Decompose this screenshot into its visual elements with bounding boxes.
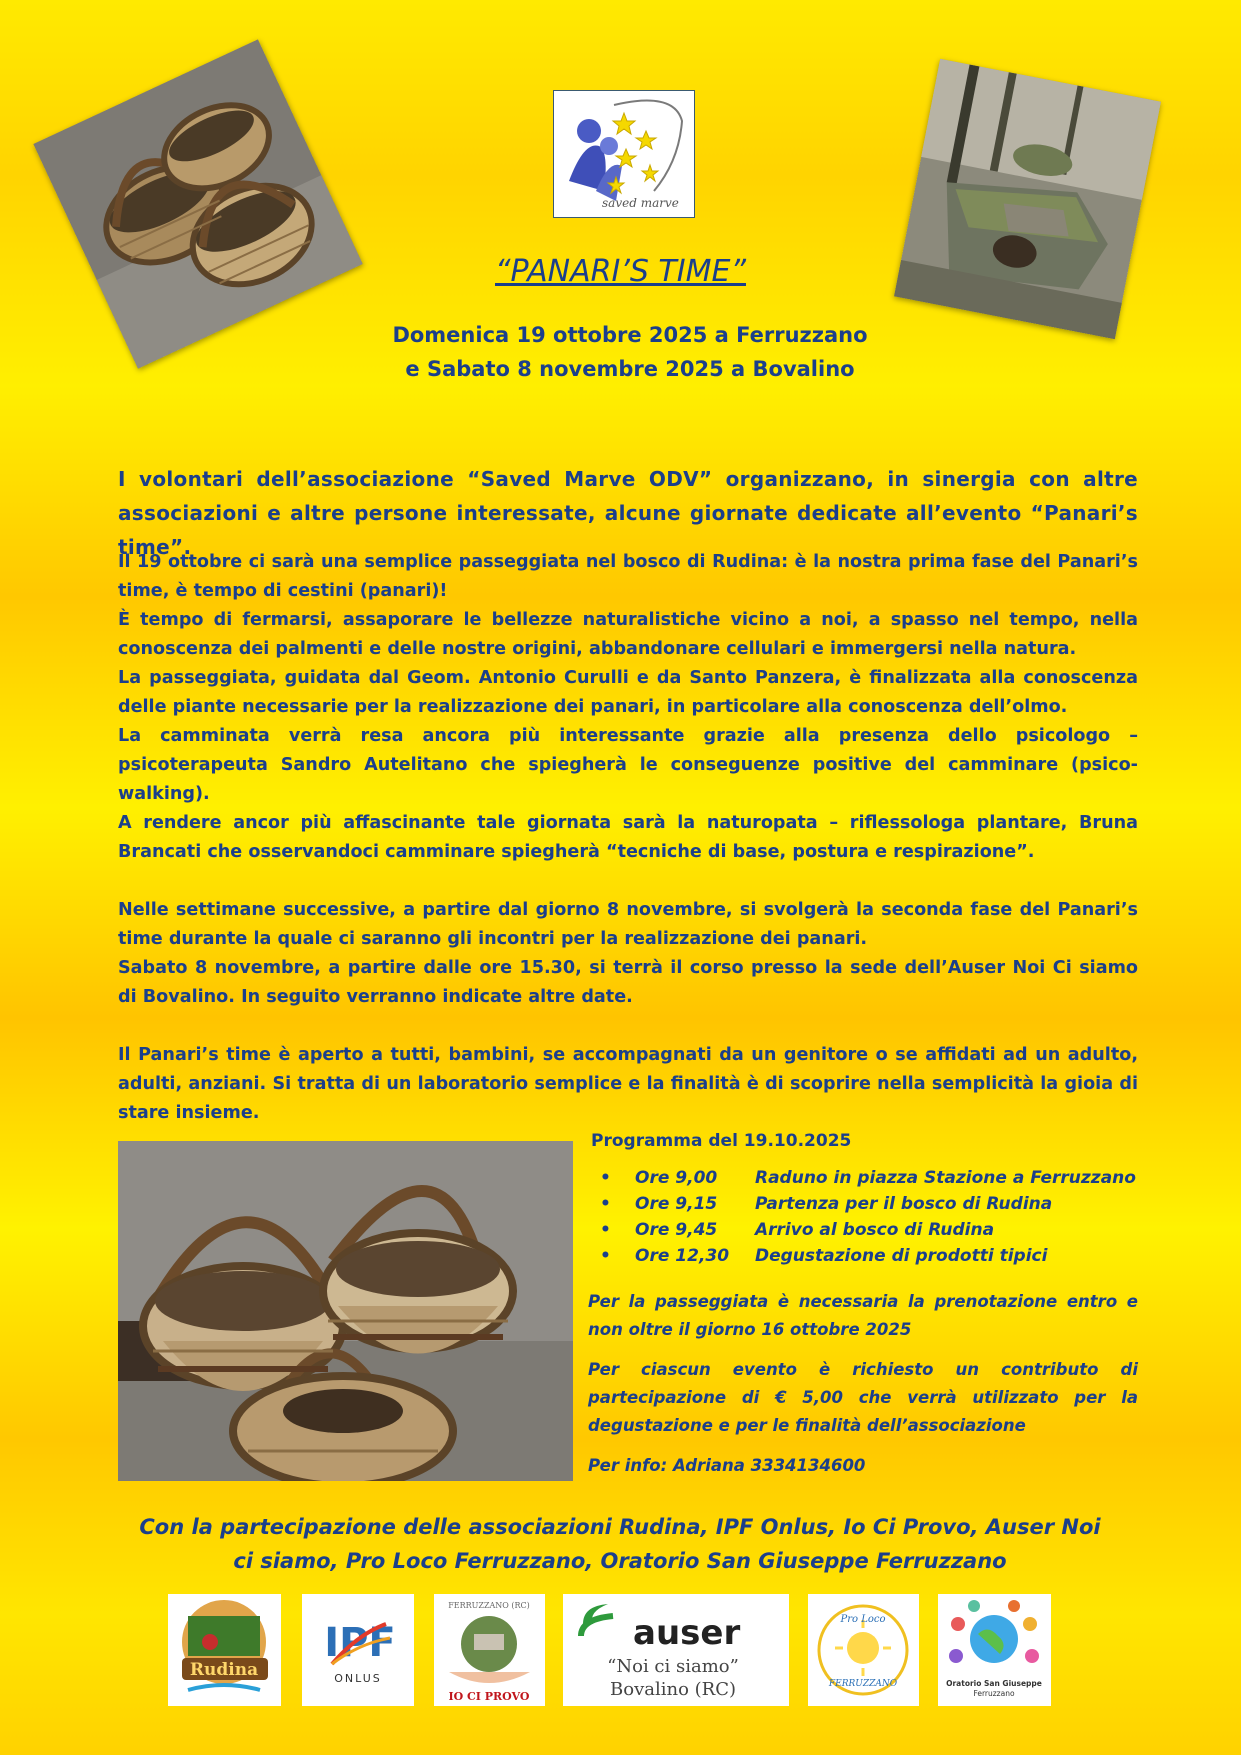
program-item: • Ore 12,30 Degustazione di prodotti tipici [600,1246,1136,1272]
rudina-logo-text: Rudina [189,1660,259,1680]
baskets-photo-bottom-left [118,1141,573,1481]
intro-paragraph: I volontari dell’associazione “Saved Marve ODV” organizzano, in sinergia con altre associazioni e altre persone interessate, alcune giornate dedicate all’evento “Panari’s time”. [118,467,1138,559]
program-item: • Ore 9,45 Arrivo al bosco di Rudina [600,1220,1136,1246]
event-title: “PANARI’S TIME” [495,254,746,289]
event-dates [380,318,880,386]
auser-noi-ci-siamo-text: “Noi ci siamo” [607,1656,739,1677]
pro-loco-ferruzzano-logo [808,1594,919,1706]
paragraph-time-to-stop: È tempo di fermarsi, assaporare le bellezze naturalistiche vicino a noi, a spasso nel tempo, nella conoscenza dei palmenti e delle nostre origini, abbandonare cellulari e immergersi nella natura. [118,610,1138,659]
oratorio-name-text: Oratorio San Giuseppe [946,1679,1042,1688]
auser-logo [563,1594,789,1706]
io-ci-provo-logo [434,1594,545,1706]
program-list [600,1168,1136,1272]
io-ci-provo-top-text: FERRUZZANO (RC) [448,1601,530,1610]
baskets-photo-top-left [33,39,363,369]
pro-loco-ferruzzano-text: FERRUZZANO [828,1679,898,1689]
date-ferruzzano: Domenica 19 ottobre 2025 a Ferruzzano [392,323,868,347]
partners-statement: Con la partecipazione delle associazioni Rudina, IPF Onlus, Io Ci Provo, Auser Noi ci siamo, Pro Loco Ferruzzano, Oratorio San Giuseppe Ferruzzano [139,1515,1101,1573]
paragraph-first-phase: Il 19 ottobre ci sarà una semplice passeggiata nel bosco di Rudina: è la nostra prima fase del Panari’s time, è tempo di cestini (panari)! [118,552,1138,601]
program-item: • Ore 9,00 Raduno in piazza Stazione a Ferruzzano [600,1168,1136,1194]
program-desc: Arrivo al bosco di Rudina [755,1220,995,1240]
paragraph-open-to-all: Il Panari’s time è aperto a tutti, bambini, se accompagnati da un genitore o se affidati ad un adulto, adulti, anziani. Si tratta di un laboratorio semplice e la finalità è di scoprire nella semplicità la gioia di stare insieme. [118,1045,1138,1123]
rudina-logo [168,1594,281,1706]
ipf-onlus-logo [302,1594,414,1706]
oratorio-san-giuseppe-logo [938,1594,1051,1706]
rock-palmento-photo-top-right [894,59,1161,339]
pro-loco-text: Pro Loco [840,1614,886,1625]
paragraph-course-date: Sabato 8 novembre, a partire dalle ore 15.30, si terrà il corso presso la sede dell’Auser Noi Ci siamo di Bovalino. In seguito verranno indicate altre date. [118,958,1138,1007]
fee-note: Per ciascun evento è richiesto un contributo di partecipazione di € 5,00 che verrà utilizzato per la degustazione e per le finalità dell’associazione [588,1360,1138,1435]
io-ci-provo-text: IO CI PROVO [448,1690,530,1703]
booking-note: Per la passeggiata è necessaria la prenotazione entro e non oltre il giorno 16 ottobre 2025 [588,1292,1138,1339]
program-time: Ore 9,45 [635,1220,718,1240]
program-time: Ore 12,30 [635,1246,730,1266]
program-desc: Raduno in piazza Stazione a Ferruzzano [755,1168,1136,1188]
saved-marve-logo [553,90,695,218]
program-desc: Partenza per il bosco di Rudina [755,1194,1053,1214]
program-time: Ore 9,15 [635,1194,718,1214]
program-title: Programma del 19.10.2025 [591,1131,852,1151]
event-description [118,548,1138,1128]
date-bovalino: e Sabato 8 novembre 2025 a Bovalino [405,357,855,381]
paragraph-guides: La passeggiata, guidata dal Geom. Antonio Curulli e da Santo Panzera, è finalizzata alla conoscenza delle piante necessarie per la realizzazione dei panari, in particolare alla conoscenza dell’olmo. [118,668,1138,717]
program-desc: Degustazione di prodotti tipici [755,1246,1048,1266]
auser-logo-text: auser [633,1613,741,1653]
paragraph-psychologist: La camminata verrà resa ancora più interessante grazie alla presenza dello psicologo – psicoterapeuta Sandro Autelitano che spiegherà le conseguenze positive del camminare (psico-walking). [118,726,1138,804]
program-time: Ore 9,00 [635,1168,718,1188]
paragraph-naturopath: A rendere ancor più affascinante tale giornata sarà la naturopata – riflessologa plantare, Bruna Brancati che osservandoci camminare spiegherà “tecniche di base, postura e respirazione”. [118,813,1138,862]
logo-script-text: saved marve [602,196,679,210]
paragraph-second-phase: Nelle settimane successive, a partire dal giorno 8 novembre, si svolgerà la seconda fase del Panari’s time durante la quale ci saranno gli incontri per la realizzazione dei panari. [118,900,1138,949]
auser-bovalino-text: Bovalino (RC) [610,1679,736,1700]
oratorio-place-text: Ferruzzano [973,1689,1015,1698]
ipf-onlus-text: ONLUS [334,1672,382,1685]
ipf-logo-text: IPF [324,1620,396,1666]
program-item: • Ore 9,15 Partenza per il bosco di Rudina [600,1194,1136,1220]
contact-info: Per info: Adriana 3334134600 [588,1456,866,1475]
